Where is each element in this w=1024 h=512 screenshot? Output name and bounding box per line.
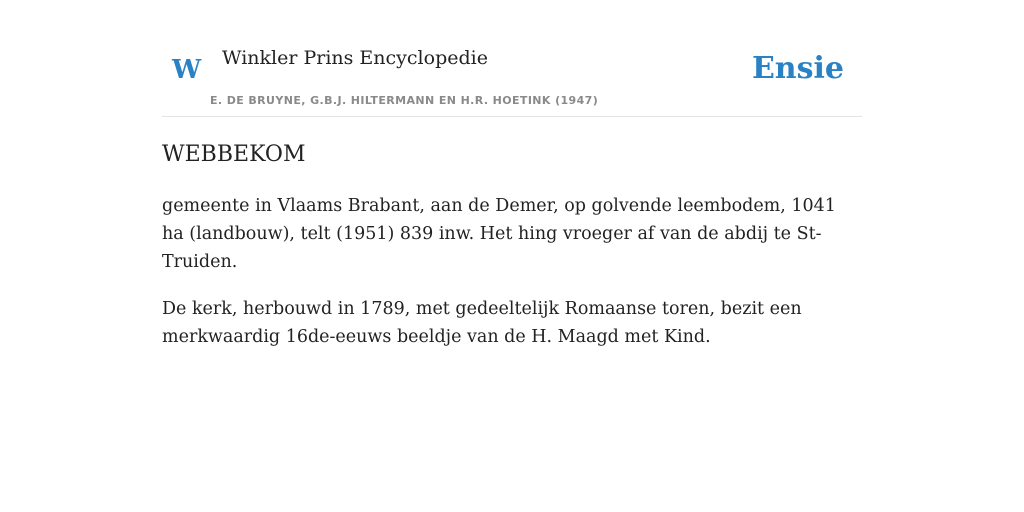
book-logo-link[interactable]: W	[172, 55, 202, 85]
entry-body	[162, 192, 852, 370]
entry-paragraph: De kerk, herbouwd in 1789, met gedeeltelijk Romaanse toren, bezit een merkwaardig 16de-eeuws beeldje van de H. Maagd met Kind.	[162, 299, 802, 347]
book-title-link[interactable]: Winkler Prins Encyclopedie	[222, 47, 488, 69]
entry-paragraph: gemeente in Vlaams Brabant, aan de Demer, op golvende leembodem, 1041 ha (landbouw), telt (1951) 839 inw. Het hing vroeger af van de abdij te St-Truiden.	[162, 196, 836, 272]
book-authors: E. DE BRUYNE, G.B.J. HILTERMANN EN H.R. HOETINK (1947)	[210, 94, 599, 107]
entry-title: WEBBEKOM	[162, 142, 306, 167]
ensie-logo-link[interactable]: Ensie	[751, 51, 844, 86]
page-header	[162, 0, 862, 117]
